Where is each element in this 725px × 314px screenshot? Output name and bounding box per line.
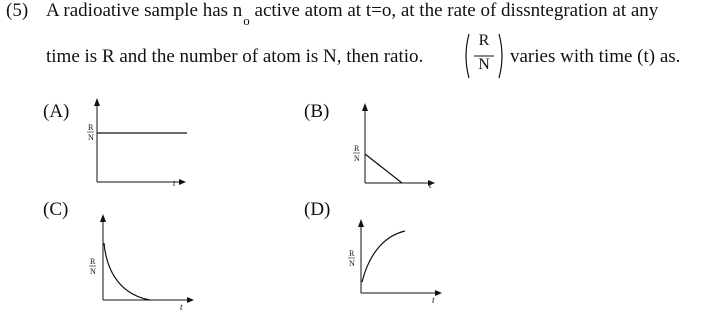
ratio-fraction xyxy=(462,30,506,82)
x-axis-arrow xyxy=(179,179,186,185)
question-line-1 xyxy=(6,0,659,28)
question-text-1a: A radioative sample has n xyxy=(46,0,243,21)
question-text-2b: varies with time (t) as. xyxy=(510,46,681,67)
option-b-graph[interactable] xyxy=(345,98,445,193)
option-d-graph[interactable] xyxy=(343,208,453,308)
subscript-o: o xyxy=(243,13,250,28)
question-line-2 xyxy=(46,46,423,68)
x-axis-arrow xyxy=(435,290,442,296)
y-axis-arrow xyxy=(358,219,364,227)
y-axis-arrow xyxy=(362,103,368,111)
y-label-den: N xyxy=(349,259,355,268)
option-d-label[interactable]: (D) xyxy=(304,199,331,220)
r-over-n-curve xyxy=(104,243,150,300)
x-axis-arrow xyxy=(187,297,194,303)
x-label-t: t xyxy=(432,295,435,305)
option-c-graph[interactable] xyxy=(83,203,203,311)
fraction-denominator: N xyxy=(478,56,490,73)
y-label-num: R xyxy=(354,144,360,153)
question-line-2-end xyxy=(510,46,680,68)
y-label-den: N xyxy=(354,154,360,163)
option-a-graph[interactable] xyxy=(80,95,200,195)
option-c-label[interactable]: (C) xyxy=(43,199,69,220)
question-number: (5) xyxy=(6,0,29,21)
x-label-t: t xyxy=(180,302,183,312)
y-axis-arrow xyxy=(100,214,106,222)
r-over-n-curve xyxy=(365,154,402,183)
r-over-n-curve xyxy=(362,231,405,282)
y-label-den: N xyxy=(90,267,96,276)
y-axis-arrow xyxy=(94,98,100,106)
question-text-2a: time is R and the number of atom is N, then ratio. xyxy=(46,46,424,67)
question-text-1b: active atom at t=o, at the rate of dissntegration at any xyxy=(249,0,659,21)
fraction-numerator: R xyxy=(478,32,490,49)
y-label-num: R xyxy=(90,257,96,266)
x-label-t: t xyxy=(173,178,176,188)
option-b-label[interactable]: (B) xyxy=(304,101,330,122)
y-label-den: N xyxy=(88,133,94,142)
option-a-label[interactable]: (A) xyxy=(43,101,70,122)
y-label-num: R xyxy=(349,249,355,258)
x-label-t: t xyxy=(429,180,432,190)
y-label-num: R xyxy=(88,123,94,132)
